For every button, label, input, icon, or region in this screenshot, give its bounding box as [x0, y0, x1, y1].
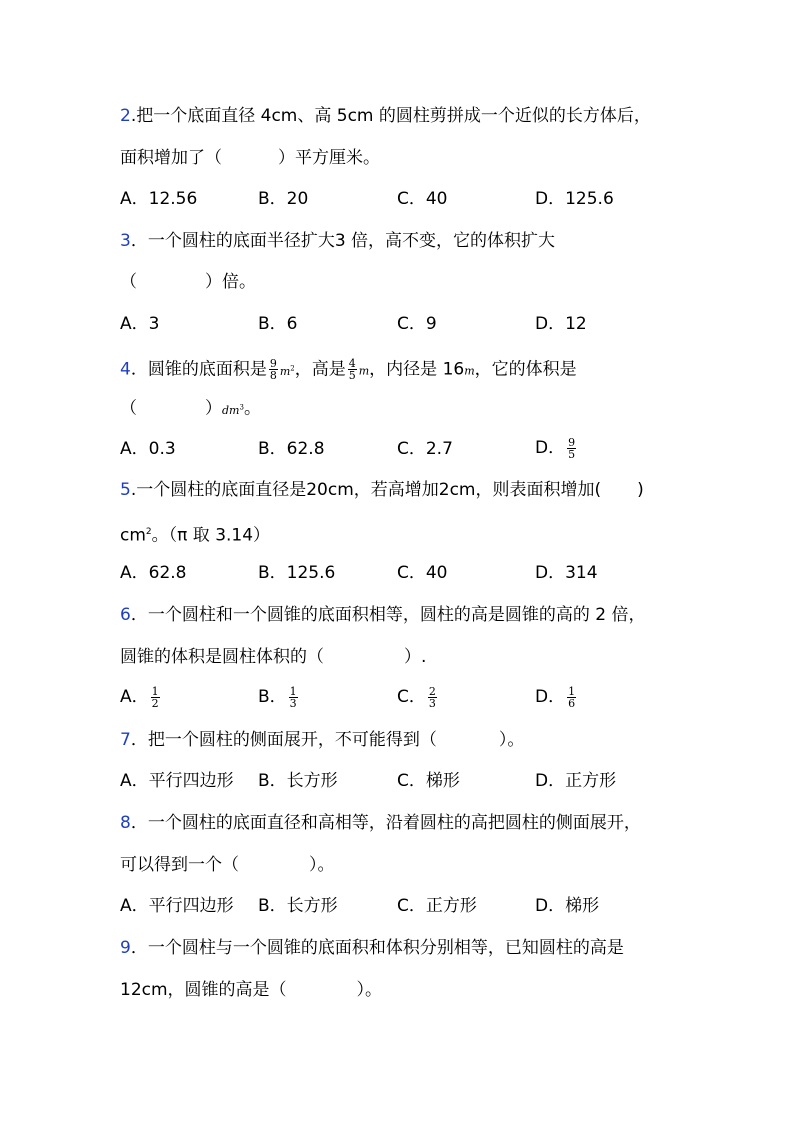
question-number: 5: [120, 480, 131, 500]
option-c[interactable]: C．40: [397, 563, 448, 583]
option-b[interactable]: B．20: [258, 189, 309, 209]
question-text: 圆锥的体积是圆柱体积的（: [120, 647, 324, 667]
question-3-line-2: [120, 272, 256, 294]
option-a[interactable]: A． $\frac{1}{2}$: [120, 684, 159, 710]
option-a[interactable]: A．12.56: [120, 189, 198, 209]
question-4-line-2: [120, 397, 261, 419]
question-text: 。: [243, 398, 261, 419]
option-a[interactable]: A．平行四边形: [120, 771, 234, 791]
question-text: （: [120, 272, 137, 292]
option-b[interactable]: B．长方形: [258, 896, 338, 916]
option-c[interactable]: C． $\frac{2}{3}$: [397, 684, 436, 710]
question-text: ）倍。: [205, 272, 256, 292]
question-6-line-2: [120, 647, 426, 669]
question-text: .把一个底面直径 4cm、高 5cm 的圆柱剪拼成一个近似的长方体后，: [130, 106, 651, 126]
question-7-line-1: [120, 730, 524, 752]
unit-label: $dm^3$: [222, 403, 244, 417]
fraction: $\frac{2}{3}$: [428, 684, 436, 710]
option-a[interactable]: A．62.8: [120, 563, 187, 583]
fraction: $\frac{9}{8}$: [269, 357, 277, 383]
question-number: 2: [120, 106, 131, 126]
question-number: 8: [120, 813, 131, 833]
question-6-line-1: [120, 605, 645, 627]
option-b[interactable]: B． $\frac{1}{3}$: [258, 684, 297, 710]
option-d[interactable]: D．正方形: [535, 771, 617, 791]
option-d[interactable]: D．梯形: [535, 896, 600, 916]
option-c[interactable]: C．正方形: [397, 896, 477, 916]
fraction: $\frac{4}{5}$: [348, 357, 356, 383]
question-2-line-2: [120, 148, 380, 170]
question-9-line-2: [120, 980, 382, 1002]
question-text: 12cm，圆锥的高是（: [120, 980, 287, 1000]
unit-label: m: [464, 364, 475, 378]
question-4-line-1: [120, 354, 577, 382]
question-text: ．把一个圆柱的侧面展开，不可能得到（: [130, 730, 437, 750]
question-text: ，它的体积是: [474, 359, 577, 380]
question-text: .一个圆柱的底面直径是20cm，若高增加2cm，则表面积增加(: [130, 480, 602, 500]
question-text: 可以得到一个（: [120, 855, 239, 875]
option-a[interactable]: A．0.3: [120, 439, 176, 459]
unit-label: $m^2$: [279, 364, 295, 378]
option-c[interactable]: C．2.7: [397, 439, 453, 459]
question-text: ．圆锥的底面积是: [130, 359, 267, 380]
option-c[interactable]: C．40: [397, 189, 448, 209]
question-text: cm: [120, 525, 146, 546]
option-d[interactable]: D．12: [535, 314, 587, 334]
question-number: 4: [120, 359, 131, 380]
question-text: ）。: [309, 855, 335, 875]
question-text: ．一个圆柱的底面直径和高相等，沿着圆柱的高把圆柱的侧面展开，: [130, 813, 641, 833]
question-5-line-2: $cm^2$。（π 取 3.14）: [120, 525, 271, 546]
option-a[interactable]: A．3: [120, 314, 160, 334]
question-number: 3: [120, 231, 131, 251]
fraction: $\frac{1}{2}$: [151, 684, 159, 710]
question-text: ）.: [404, 647, 427, 667]
option-d[interactable]: D． $\frac{1}{6}$: [535, 684, 576, 710]
question-8-line-2: [120, 855, 335, 877]
question-number: 7: [120, 730, 131, 750]
question-text: ．一个圆柱与一个圆锥的底面积和体积分别相等，已知圆柱的高是: [130, 938, 624, 958]
question-3-line-1: [120, 231, 555, 253]
question-text: ，高是: [294, 359, 346, 380]
fraction: $\frac{1}{3}$: [289, 684, 297, 710]
question-text: ): [637, 480, 644, 500]
question-text: 。（π 取 3.14）: [151, 525, 271, 546]
option-b[interactable]: B．125.6: [258, 563, 336, 583]
question-text: ，内径是 16: [369, 359, 465, 380]
question-text: （: [120, 398, 137, 419]
question-2-line-1: [120, 106, 651, 128]
option-b[interactable]: B．62.8: [258, 439, 325, 459]
question-number: 6: [120, 605, 131, 625]
option-b[interactable]: B．6: [258, 314, 298, 334]
option-c[interactable]: C．梯形: [397, 771, 460, 791]
question-text: 面积增加了（: [120, 148, 222, 168]
fraction: $\frac{9}{5}$: [568, 435, 576, 461]
option-b[interactable]: B．长方形: [258, 771, 338, 791]
option-c[interactable]: C．9: [397, 314, 437, 334]
question-9-line-1: [120, 938, 624, 960]
question-text: ）: [205, 398, 222, 419]
option-d[interactable]: D． $\frac{9}{5}$: [535, 435, 576, 461]
question-text: ）。: [498, 730, 525, 750]
fraction: $\frac{1}{6}$: [568, 684, 576, 710]
question-text: ）。: [356, 980, 383, 1000]
option-d[interactable]: D．314: [535, 563, 598, 583]
question-5-line-1: [120, 480, 644, 502]
unit-label: m: [358, 364, 370, 378]
option-d[interactable]: D．125.6: [535, 189, 614, 209]
option-a[interactable]: A．平行四边形: [120, 896, 234, 916]
question-text: ．一个圆柱和一个圆锥的底面积相等，圆柱的高是圆锥的高的 2 倍，: [130, 605, 646, 625]
question-text: ．一个圆柱的底面半径扩大3 倍，高不变，它的体积扩大: [130, 231, 556, 251]
question-8-line-1: [120, 813, 641, 835]
question-number: 9: [120, 938, 131, 958]
question-text: ）平方厘米。: [278, 148, 380, 168]
